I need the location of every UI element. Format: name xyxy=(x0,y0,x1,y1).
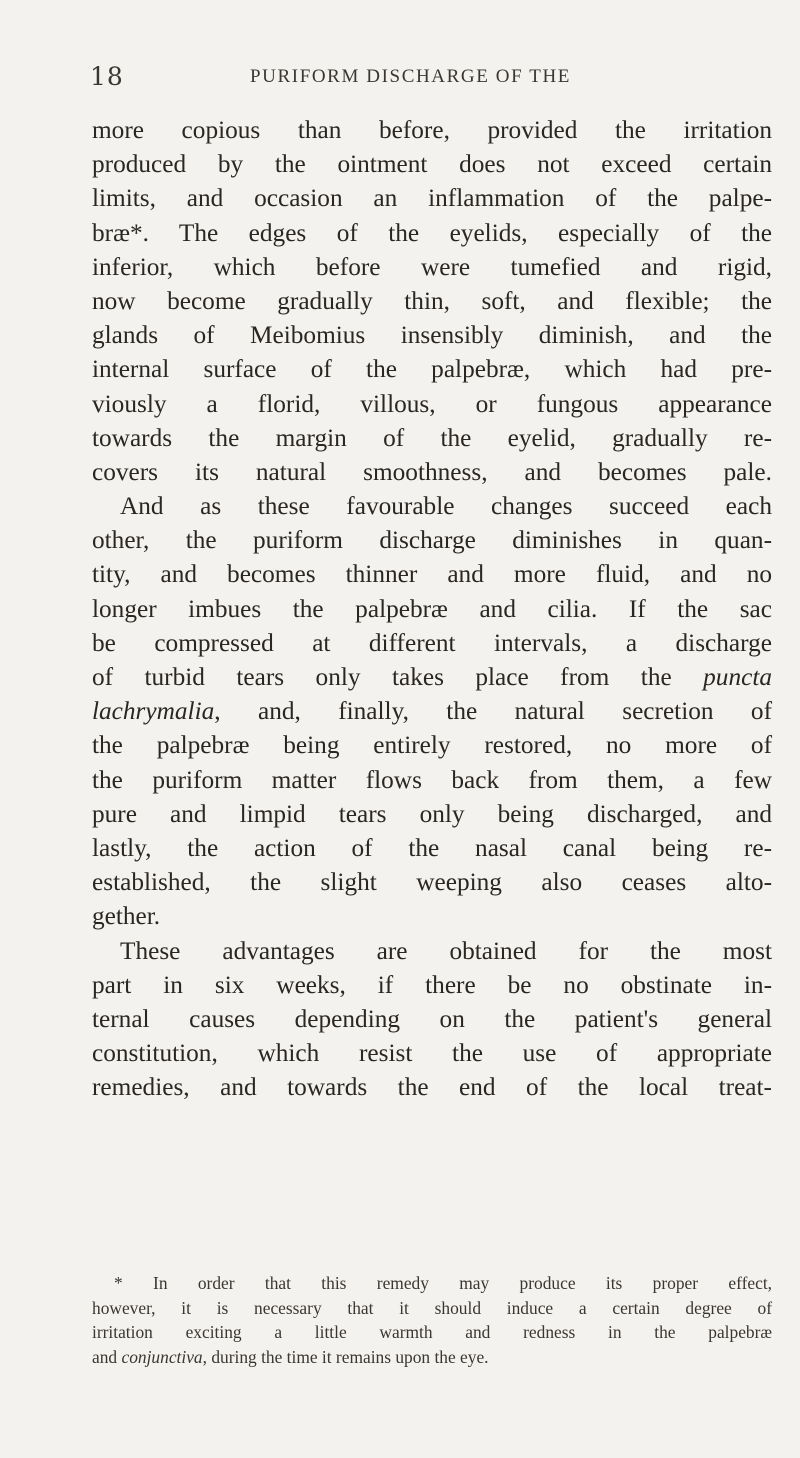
body-line: viously a florid, villous, or fungous appearance xyxy=(92,389,772,418)
body-line: the puriform matter flows back from them, a few xyxy=(92,765,772,794)
body-line: ternal causes depending on the patient's general xyxy=(92,1004,772,1033)
body-line: internal surface of the palpebræ, which had pre- xyxy=(92,355,772,384)
body-line: remedies, and towards the end of the local treat- xyxy=(92,1073,772,1102)
body-line: longer imbues the palpebræ and cilia. If the sac xyxy=(92,594,772,623)
body-line: inferior, which before were tumefied and rigid, xyxy=(92,252,772,281)
running-head-title: PURIFORM DISCHARGE OF THE xyxy=(250,66,572,87)
body-line-text: of turbid tears only takes place from the xyxy=(92,663,672,691)
body-line: tity, and becomes thinner and more fluid, and no xyxy=(92,560,772,589)
italic-term-conjunctiva: conjunctiva xyxy=(121,1346,203,1367)
body-line: limits, and occasion an inflammation of the palpe- xyxy=(92,184,772,213)
body-line: the palpebræ being entirely restored, no more of xyxy=(92,731,772,760)
running-head xyxy=(90,62,770,98)
body-line-with-italic xyxy=(92,694,772,728)
footnote-line: * In order that this remedy may produce its proper effect, xyxy=(114,1273,772,1293)
body-line: bræ*. The edges of the eyelids, especially of the xyxy=(92,218,772,247)
body-line: be compressed at different intervals, a discharge xyxy=(92,628,772,657)
footnote xyxy=(92,1271,772,1369)
body-line: glands of Meibomius insensibly diminish, and the xyxy=(92,321,772,350)
body-line: towards the margin of the eyelid, gradually re- xyxy=(92,423,772,452)
footnote-text: , during the time it remains upon the eye. xyxy=(202,1346,489,1367)
italic-term-lachrymalia: lachrymalia xyxy=(92,697,215,726)
footnote-line: however, it is necessary that it should induce a certain degree of xyxy=(92,1297,772,1318)
body-text xyxy=(92,113,772,1104)
body-line: lastly, the action of the nasal canal being re- xyxy=(92,833,772,862)
page-number: 18 xyxy=(90,62,124,91)
body-line: constitution, which resist the use of appropriate xyxy=(92,1039,772,1068)
footnote-text: and xyxy=(92,1346,118,1367)
body-line-text: , and, finally, the natural secretion of xyxy=(214,697,772,726)
italic-term-puncta: puncta xyxy=(703,663,772,691)
body-line: more copious than before, provided the irritation xyxy=(92,116,772,144)
body-line: established, the slight weeping also ceases alto- xyxy=(92,868,772,897)
footnote-line-with-italic xyxy=(92,1345,772,1370)
body-line: covers its natural smoothness, and becomes pale. xyxy=(92,457,772,486)
body-line: And as these favourable changes succeed each xyxy=(120,492,772,521)
body-line: pure and limpid tears only being discharged, and xyxy=(92,799,772,828)
body-line: gether. xyxy=(92,902,161,931)
body-line: now become gradually thin, soft, and flexible; the xyxy=(92,286,772,315)
footnote-line: irritation exciting a little warmth and redness in the palpebræ xyxy=(92,1322,772,1342)
body-line: other, the puriform discharge diminishes in quan- xyxy=(92,526,772,555)
body-line: These advantages are obtained for the most xyxy=(120,936,772,965)
body-line: part in six weeks, if there be no obstinate in- xyxy=(92,970,772,999)
body-line: produced by the ointment does not exceed certain xyxy=(92,150,772,179)
body-line-with-italic xyxy=(92,660,772,694)
